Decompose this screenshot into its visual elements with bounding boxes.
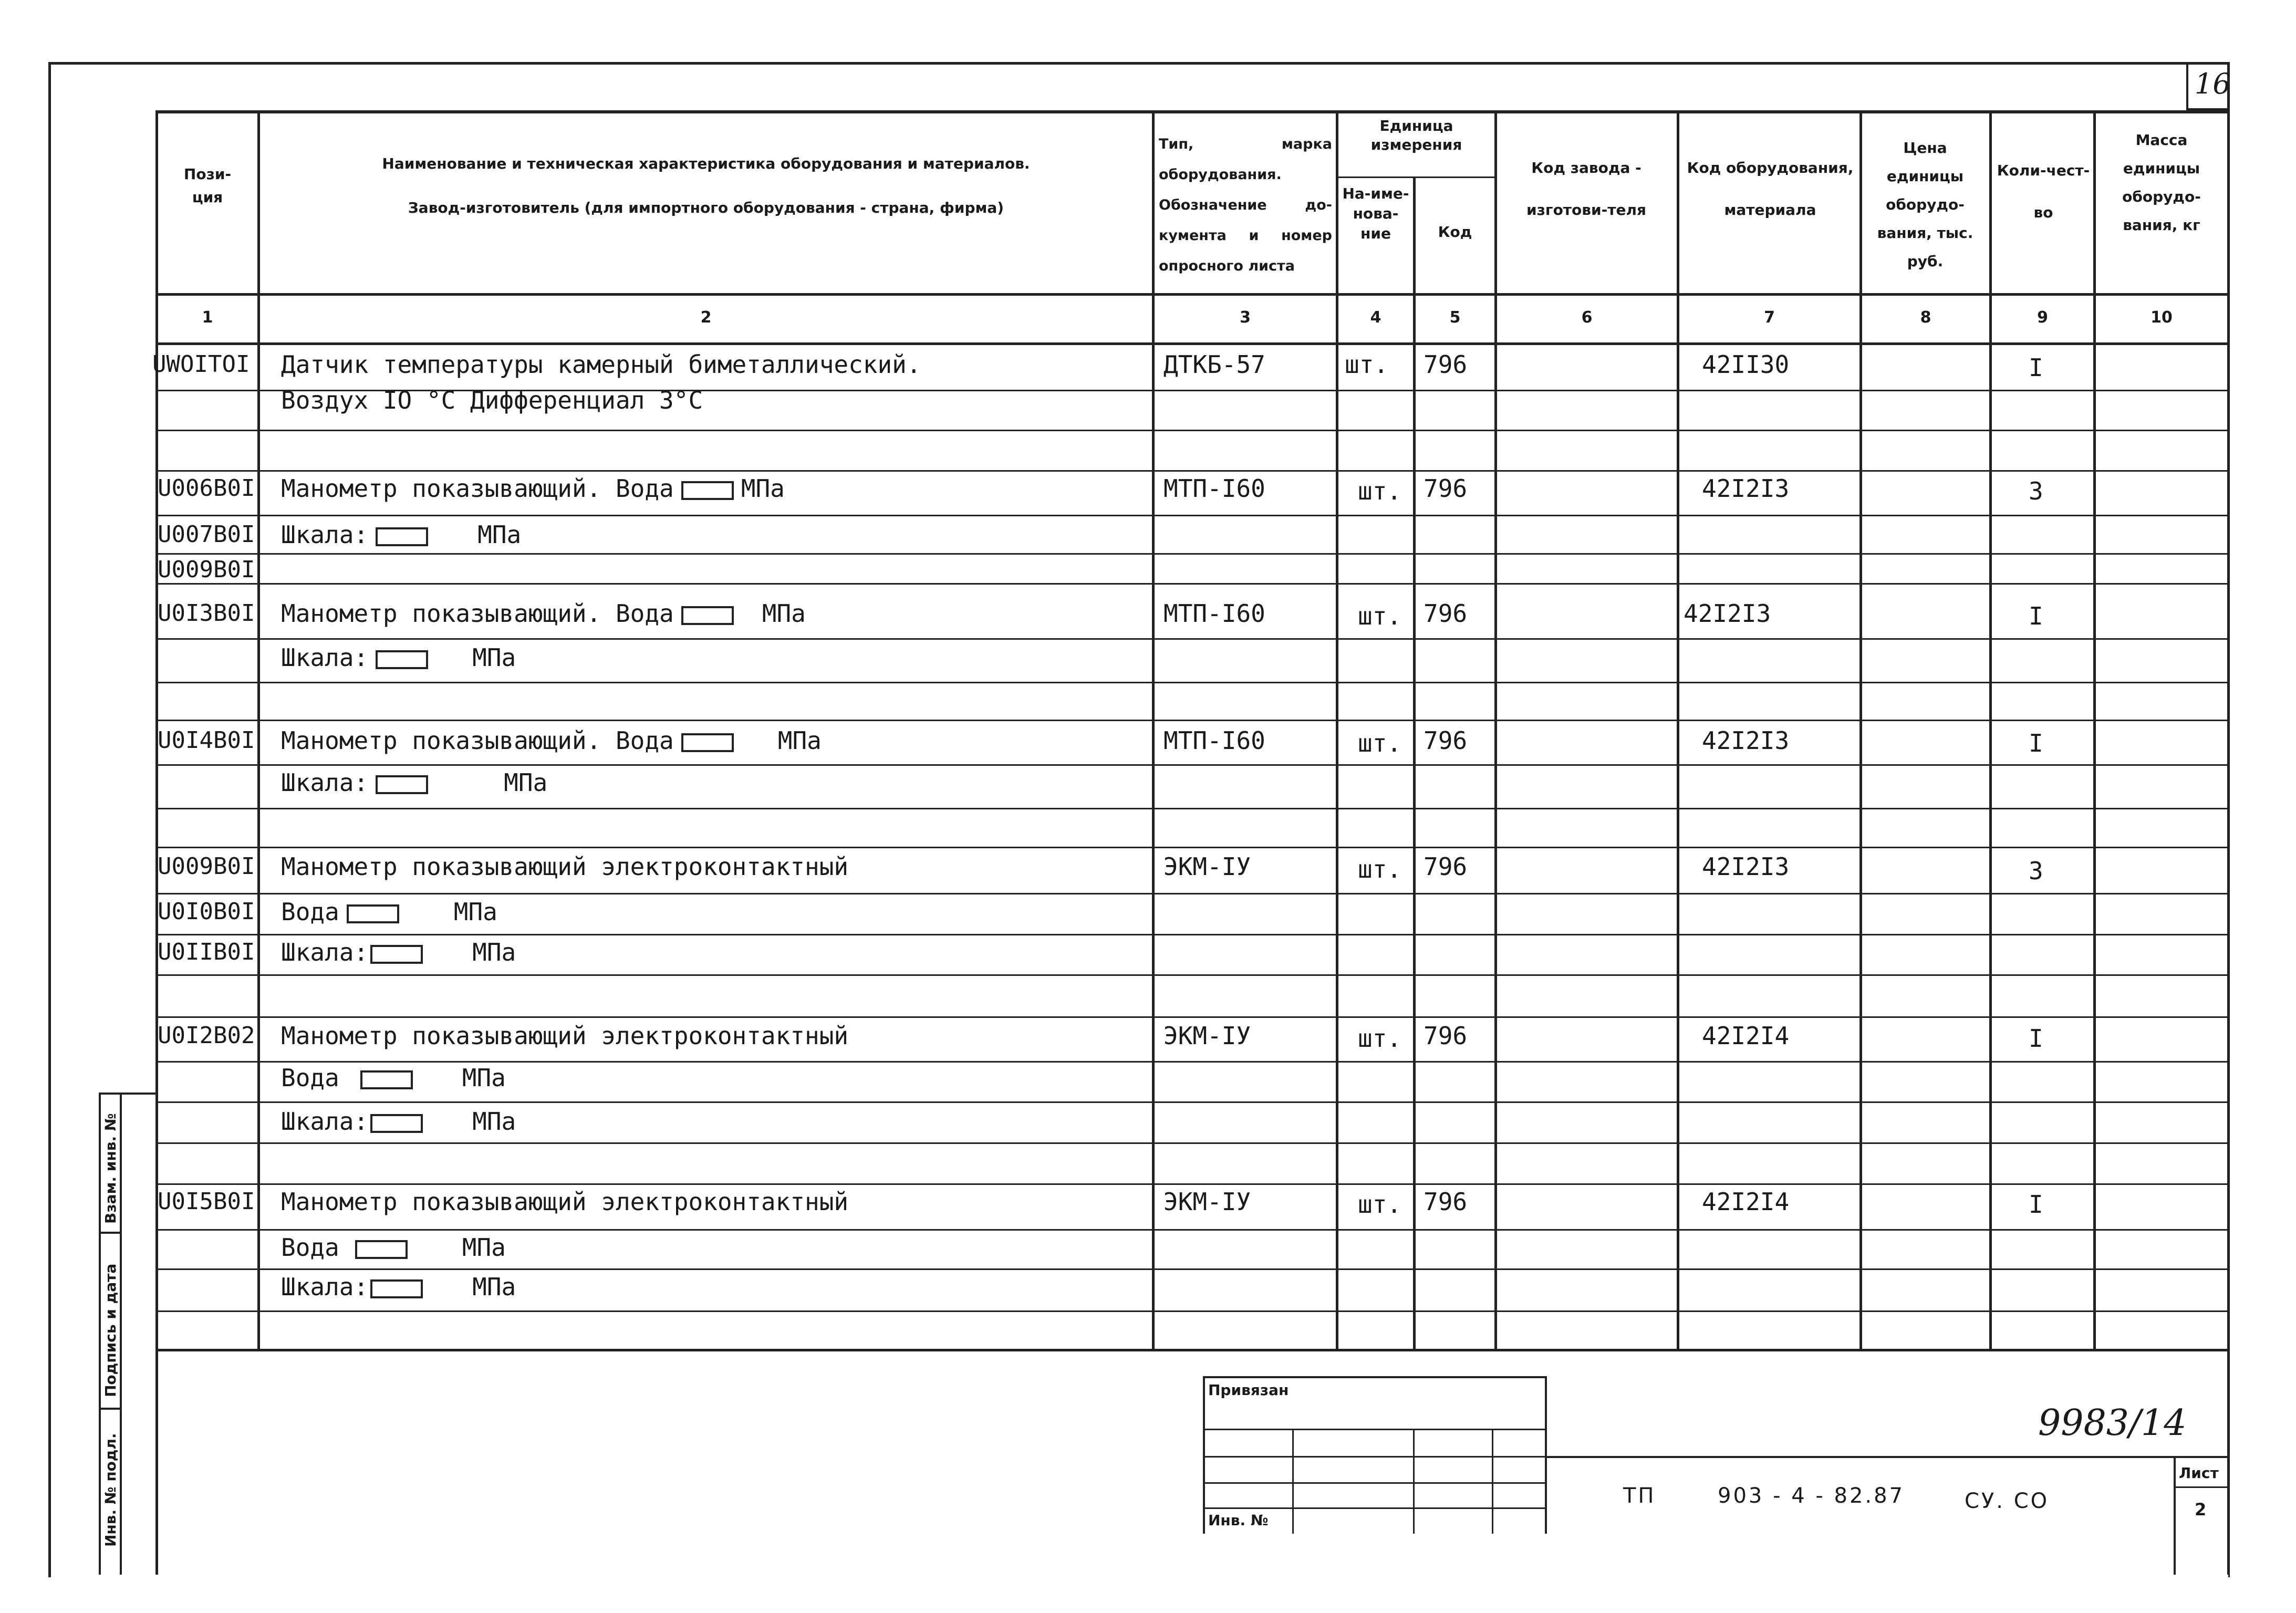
row-line (157, 1183, 2229, 1185)
row-name (281, 936, 516, 968)
row-unit-suffix: МПа (472, 1273, 516, 1301)
value-box[interactable] (355, 1240, 408, 1259)
row-unit: шт. (1358, 729, 1402, 757)
value-box[interactable] (370, 1279, 423, 1298)
header-equip-code: Код оборудования, материала (1687, 159, 1854, 218)
row-line (157, 1016, 2229, 1018)
list-box-left (2174, 1456, 2176, 1575)
row-name: Манометр показывающий электроконтактный (281, 852, 849, 881)
stamp-left (1203, 1376, 1205, 1534)
colnum-8: 8 (1920, 308, 1931, 327)
row-unit-suffix: МПа (504, 768, 548, 797)
row-name: Манометр показывающий электроконтактный (281, 1188, 849, 1216)
row-unit-suffix: МПа (472, 1107, 516, 1136)
row-unit-suffix: МПа (477, 521, 522, 549)
row-type: МТП-I60 (1163, 474, 1265, 503)
row-position: U006B0I (158, 475, 255, 502)
colnum-4: 4 (1370, 308, 1381, 327)
row-name (281, 1232, 506, 1263)
value-box[interactable] (370, 945, 423, 964)
row-line (157, 515, 2229, 516)
row-unit-code: 796 (1424, 1188, 1468, 1216)
row-unit-suffix: МПа (472, 938, 516, 966)
titleblock-section: СУ. СО (1965, 1489, 2050, 1513)
header-unit: Единица измерения (1370, 117, 1462, 153)
row-qty: I (2029, 1024, 2043, 1053)
row-equip-code: 42I2I3 (1702, 852, 1790, 881)
header-name: Наименование и техническая характеристика оборудования и материалов. Завод-изготовитель (для импортного оборудования - страна, фирма) (382, 155, 1030, 216)
list-box-sep (2174, 1486, 2227, 1488)
side-strip-sep (99, 1408, 122, 1410)
header-qty: Коли-чест-во (1997, 162, 2090, 221)
row-name-text: Вода (281, 1064, 339, 1092)
row-position: U0I0B0I (158, 898, 255, 925)
row-name (281, 473, 785, 504)
row-qty: I (2029, 729, 2043, 757)
row-position: U0IIB0I (158, 939, 255, 965)
unit-split (1337, 176, 1496, 178)
row-name: Воздух IO °C Дифференциал 3°C (281, 386, 703, 414)
row-unit-code: 796 (1424, 726, 1468, 755)
page-num-box-left (2186, 62, 2188, 109)
stamp-inv: Инв. № (1208, 1512, 1269, 1529)
row-position: UWOITOI (152, 351, 250, 378)
row-type: ДТКБ-57 (1163, 350, 1265, 379)
side-label-inv-podl: Инв. № подл. (102, 1433, 119, 1547)
colnum-5: 5 (1449, 308, 1461, 327)
row-qty: 3 (2029, 477, 2043, 505)
row-name-text: Манометр показывающий. Вода (281, 726, 674, 755)
row-position: U0I3B0I (158, 600, 255, 627)
row-line (157, 1142, 2229, 1144)
titleblock-top (1547, 1456, 2227, 1458)
row-qty: I (2029, 1190, 2043, 1219)
row-type: ЭКМ-IУ (1163, 1022, 1251, 1050)
row-name-text: Шкала: (281, 1273, 369, 1301)
row-unit-suffix: МПа (472, 643, 516, 672)
row-equip-code: 42I2I3 (1702, 474, 1790, 503)
row-name-text: Манометр показывающий. Вода (281, 474, 674, 503)
row-name (281, 896, 497, 928)
row-name (281, 598, 806, 629)
row-equip-code: 42I2I3 (1684, 599, 1771, 628)
header-price: Цена единицы оборудо-вания, тыс. руб. (1877, 139, 1973, 270)
row-qty: 3 (2029, 857, 2043, 885)
row-type: МТП-I60 (1163, 726, 1265, 755)
row-name-text: Манометр показывающий. Вода (281, 599, 674, 628)
row-name-text: Вода (281, 898, 339, 926)
row-unit: шт. (1358, 477, 1402, 505)
row-qty: I (2029, 353, 2043, 382)
row-equip-code: 42I2I4 (1702, 1188, 1790, 1216)
stamp-row (1203, 1482, 1547, 1484)
value-box[interactable] (360, 1070, 413, 1089)
row-line (157, 682, 2229, 683)
colnum-9: 9 (2037, 308, 2048, 327)
row-line (157, 638, 2229, 640)
row-name-text: Шкала: (281, 521, 369, 549)
stamp-row (1203, 1429, 1547, 1430)
value-box[interactable] (376, 775, 428, 794)
row-name-text: Вода (281, 1233, 339, 1262)
header-unit-name: На-име-нова-ние (1342, 185, 1409, 242)
stamp-top (1203, 1376, 1547, 1378)
row-line (157, 974, 2229, 976)
row-name (281, 642, 516, 673)
row-name (281, 725, 822, 756)
stamp-col (1492, 1429, 1493, 1534)
row-unit: шт. (1358, 1190, 1402, 1219)
colnum-1: 1 (202, 308, 213, 327)
titleblock-code: 903 - 4 - 82.87 (1718, 1484, 1905, 1508)
row-position: U009B0I (158, 556, 255, 583)
value-box[interactable] (681, 733, 734, 752)
row-unit-code: 796 (1424, 852, 1468, 881)
row-qty: I (2029, 602, 2043, 630)
value-box[interactable] (347, 904, 399, 923)
row-line (157, 893, 2229, 894)
side-strip-mid (120, 1092, 122, 1575)
side-label-vzam-inv: Взам. инв. № (102, 1113, 119, 1224)
row-type: ЭКМ-IУ (1163, 1188, 1251, 1216)
table-bottom (157, 1349, 2229, 1351)
row-line (157, 470, 2229, 472)
row-position: U0I5B0I (158, 1188, 255, 1215)
row-equip-code: 42I2I3 (1702, 726, 1790, 755)
row-type: ЭКМ-IУ (1163, 852, 1251, 881)
row-line (157, 1268, 2229, 1270)
row-name-text: Шкала: (281, 938, 369, 966)
row-unit-code: 796 (1424, 350, 1468, 379)
stamp-col (1413, 1429, 1415, 1534)
row-line (157, 1310, 2229, 1312)
row-line (157, 430, 2229, 431)
row-equip-code: 42I2I4 (1702, 1022, 1790, 1050)
side-strip-top (99, 1092, 158, 1095)
row-position: U009B0I (158, 853, 255, 880)
row-unit-suffix: МПа (462, 1064, 506, 1092)
row-line (157, 553, 2229, 555)
row-unit-code: 796 (1424, 1022, 1468, 1050)
row-name (281, 767, 547, 798)
row-line (157, 583, 2229, 585)
side-label-signature-date: Подпись и дата (102, 1263, 119, 1397)
row-line (157, 720, 2229, 721)
header-type: Тип, марка оборудования. Обозначение до-кумента и номер опросного листа (1159, 136, 1332, 274)
colnum-2: 2 (700, 308, 712, 327)
header-pos: Пози- ция (183, 165, 232, 206)
row-unit-suffix: МПа (453, 898, 497, 926)
stamp-row (1203, 1507, 1547, 1509)
row-line (157, 1229, 2229, 1231)
page-number: 16 (2195, 67, 2231, 100)
colnum-6: 6 (1581, 308, 1593, 327)
table-top (157, 110, 2229, 113)
colnum-10: 10 (2150, 308, 2173, 327)
stamp-right (1545, 1376, 1547, 1534)
row-name (281, 1062, 506, 1094)
row-name-text: Шкала: (281, 1107, 369, 1136)
doc-handwritten-number: 9983/14 (2038, 1402, 2187, 1444)
row-type: МТП-I60 (1163, 599, 1265, 628)
row-name-text: Шкала: (281, 643, 369, 672)
side-strip-sep (99, 1232, 122, 1234)
stamp-row (1203, 1456, 1547, 1458)
row-unit: шт. (1345, 350, 1389, 379)
row-unit-suffix: МПа (762, 599, 806, 628)
value-box[interactable] (681, 606, 734, 625)
titleblock-tp: ТП (1623, 1484, 1656, 1508)
row-line (157, 1101, 2229, 1103)
list-label: Лист (2179, 1464, 2219, 1482)
row-unit: шт. (1358, 1024, 1402, 1053)
row-line (157, 847, 2229, 848)
row-position: U0I2B02 (158, 1022, 255, 1049)
row-name (281, 1106, 516, 1137)
list-number: 2 (2195, 1500, 2207, 1520)
row-unit-suffix: МПа (462, 1233, 506, 1262)
value-box[interactable] (681, 481, 734, 500)
colnum-3: 3 (1240, 308, 1251, 327)
colnum-bottom (157, 342, 2229, 345)
row-name (281, 519, 521, 550)
row-name: Датчик температуры камерный биметаллический. (281, 350, 921, 379)
row-name-text: Шкала: (281, 768, 369, 797)
value-box[interactable] (376, 527, 428, 546)
header-unit-code: Код (1438, 223, 1472, 241)
row-name (281, 1271, 516, 1303)
colnum-7: 7 (1764, 308, 1775, 327)
value-box[interactable] (376, 650, 428, 669)
row-unit-code: 796 (1424, 599, 1468, 628)
stamp-col (1292, 1429, 1294, 1534)
row-unit: шт. (1358, 855, 1402, 883)
row-unit-code: 796 (1424, 474, 1468, 503)
row-line (157, 764, 2229, 766)
row-line (157, 808, 2229, 809)
value-box[interactable] (370, 1114, 423, 1133)
header-mass: Масса единицы оборудо-вания, кг (2122, 131, 2201, 234)
row-position: U007B0I (158, 521, 255, 548)
row-unit: шт. (1358, 602, 1402, 630)
stamp-prikazal: Привязан (1208, 1381, 1289, 1399)
row-line (157, 934, 2229, 935)
row-unit-suffix: МПа (741, 474, 785, 503)
row-unit-suffix: МПа (777, 726, 822, 755)
col-line-10 (2227, 110, 2230, 1351)
side-strip-left (99, 1092, 101, 1575)
row-name: Манометр показывающий электроконтактный (281, 1022, 849, 1050)
header-factory: Код завода - изготови-теля (1526, 159, 1646, 218)
row-equip-code: 42II30 (1702, 350, 1790, 379)
row-position: U0I4B0I (158, 727, 255, 754)
